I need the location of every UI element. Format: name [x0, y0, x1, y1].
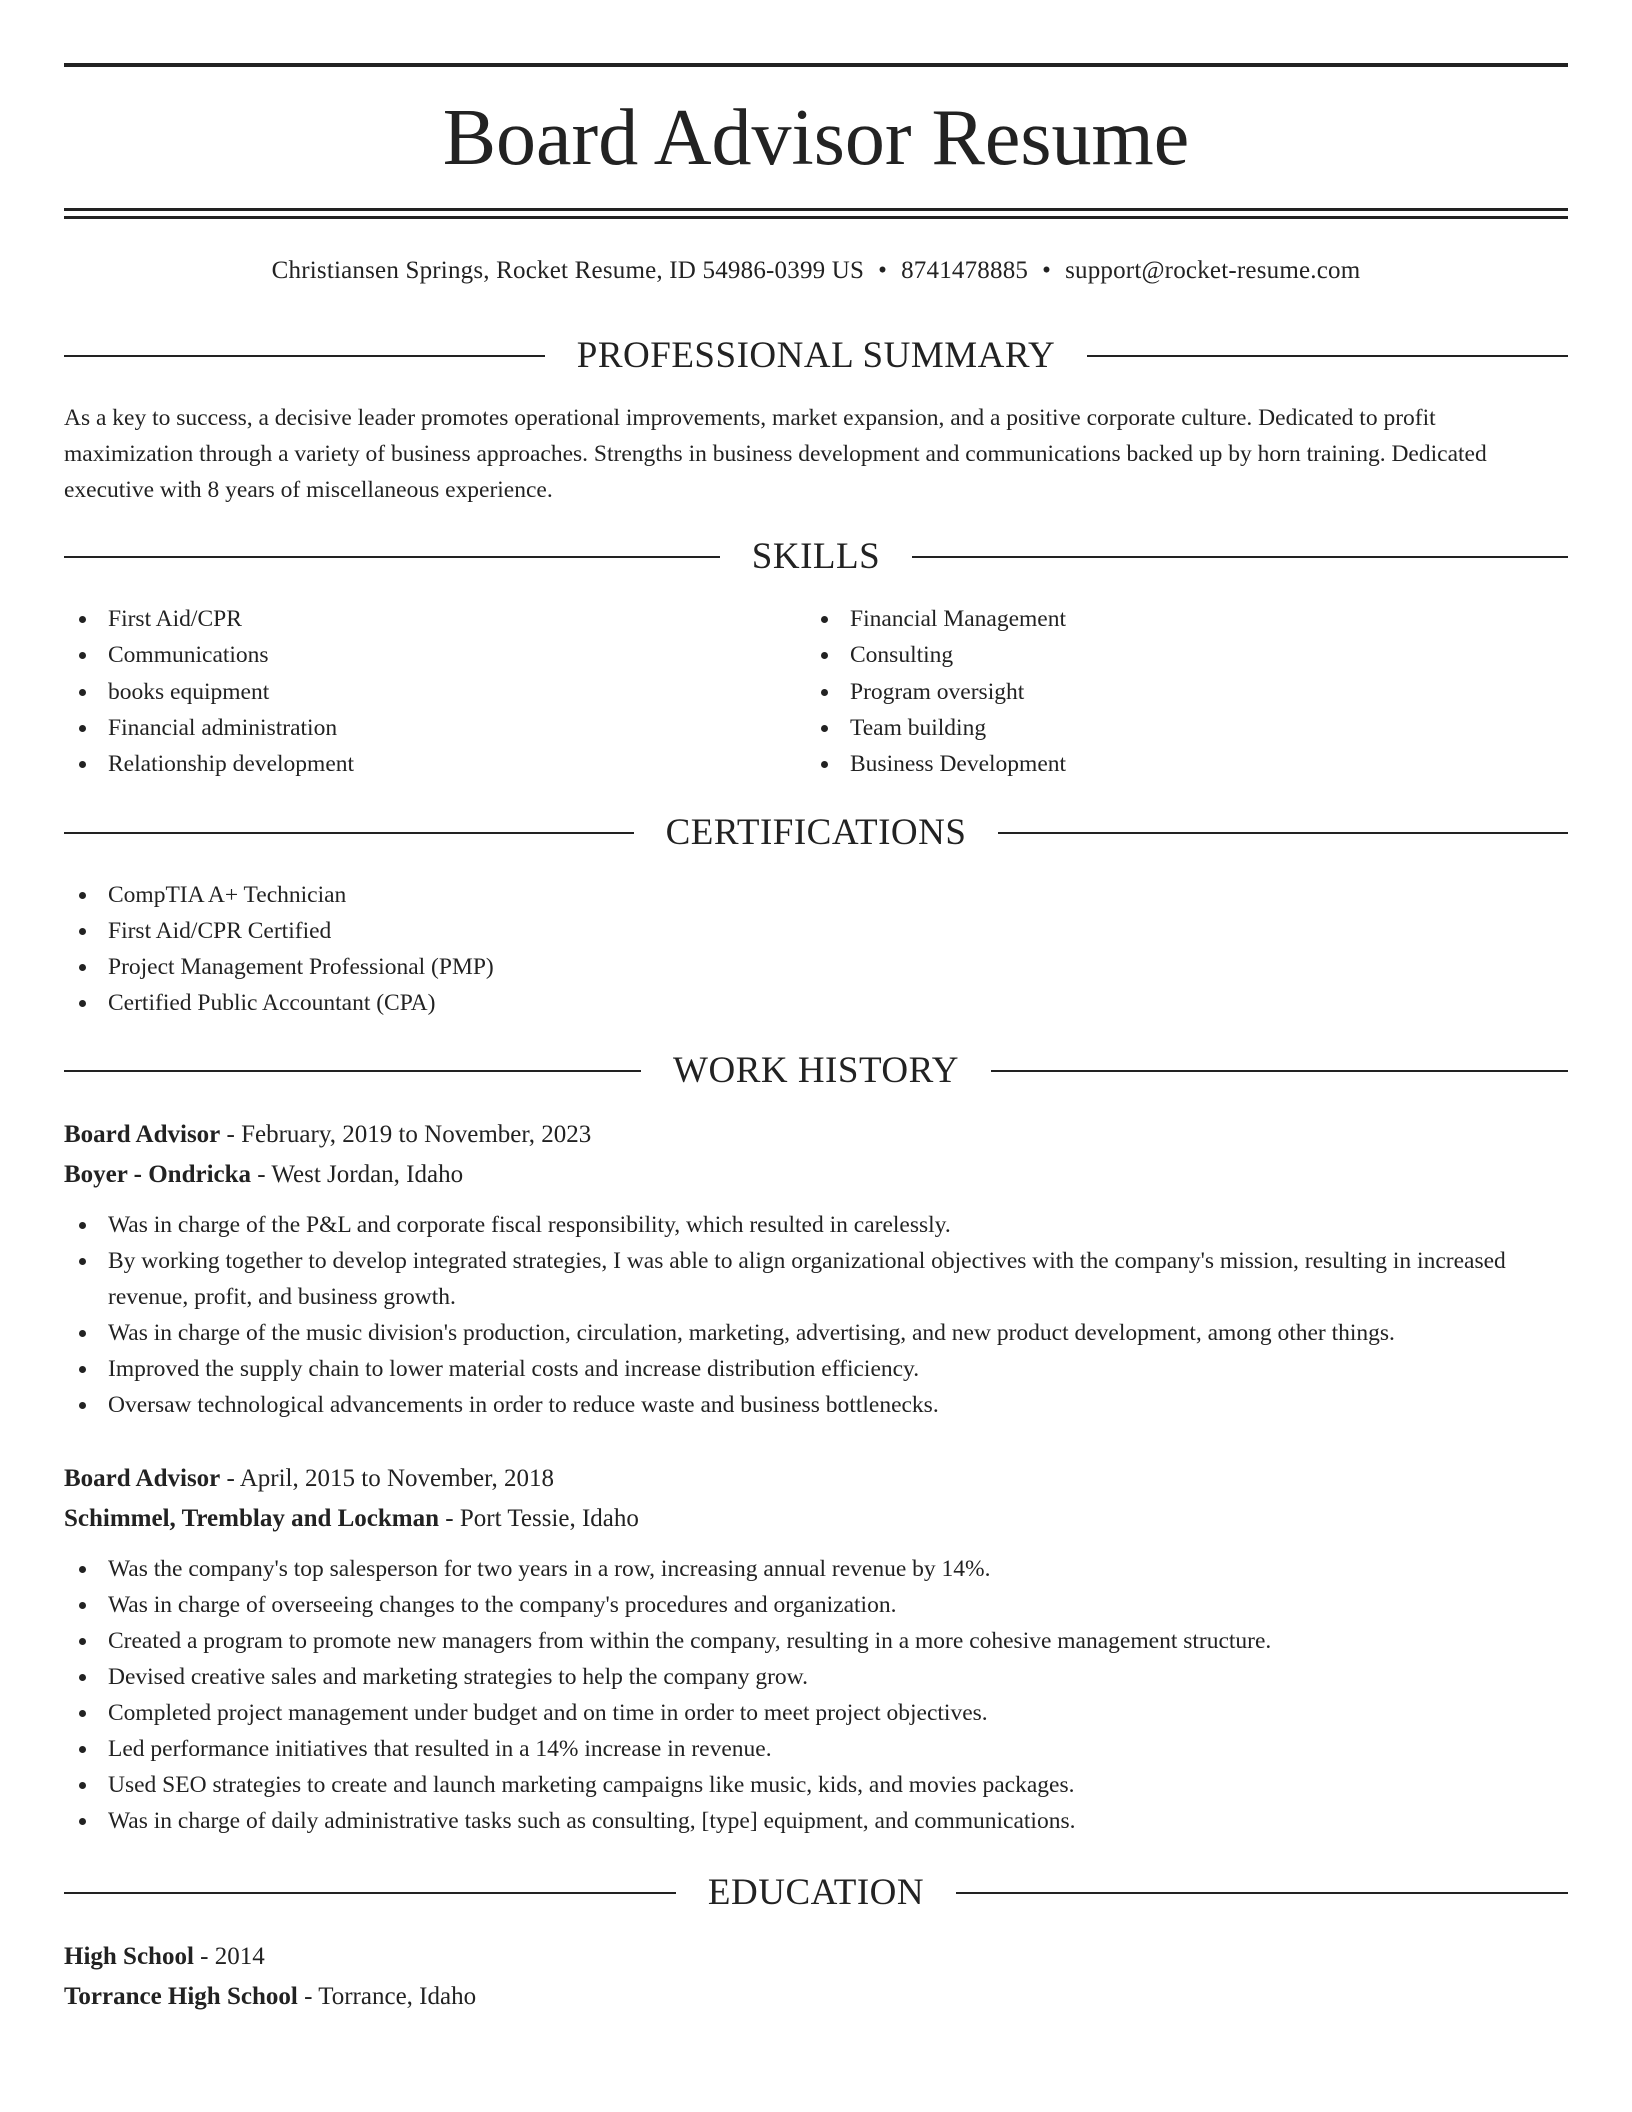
- contact-separator: •: [1042, 257, 1052, 284]
- job-company-line: [64, 1155, 1568, 1195]
- job-company: Schimmel, Tremblay and Lockman: [64, 1505, 440, 1532]
- contact-separator: •: [878, 257, 888, 284]
- job-responsibilities: [64, 1207, 1568, 1423]
- job-bullet: Oversaw technological advancements in order to reduce waste and business bottlenecks.: [64, 1387, 1568, 1423]
- job-title-line: [64, 1115, 1568, 1155]
- certification-item: Certified Public Accountant (CPA): [64, 985, 1568, 1021]
- section-rule-left: [64, 556, 720, 558]
- section-title-education: EDUCATION: [707, 1872, 925, 1913]
- job-bullet: Completed project management under budget and on time in order to meet project objectives.: [64, 1695, 1568, 1731]
- top-divider: [64, 63, 1568, 67]
- contact-line: [64, 254, 1568, 288]
- section-rule-left: [64, 355, 545, 357]
- section-title-skills: SKILLS: [751, 536, 881, 577]
- certification-item: CompTIA A+ Technician: [64, 877, 1568, 913]
- job-bullet: Was in charge of the P&L and corporate fiscal responsibility, which resulted in carelessly.: [64, 1207, 1568, 1243]
- job-bullet: Was in charge of daily administrative tasks such as consulting, [type] equipment, and communications.: [64, 1803, 1568, 1839]
- title-divider-upper: [64, 208, 1568, 211]
- job-title-line: [64, 1459, 1568, 1499]
- skill-item: books equipment: [64, 674, 784, 710]
- section-rule-right: [1087, 355, 1568, 357]
- section-rule-right: [912, 556, 1568, 558]
- job-location: - West Jordan, Idaho: [251, 1161, 464, 1188]
- section-rule-left: [64, 1070, 641, 1072]
- job-bullet: Devised creative sales and marketing strategies to help the company grow.: [64, 1659, 1568, 1695]
- education-entry: [64, 1937, 1568, 2017]
- section-rule-left: [64, 1892, 676, 1894]
- job-company-line: [64, 1499, 1568, 1539]
- section-rule-right: [956, 1892, 1568, 1894]
- skill-item: Financial Management: [806, 601, 1526, 637]
- contact-phone: 8741478885: [901, 257, 1029, 284]
- title-divider-lower: [64, 216, 1568, 219]
- skill-item: Consulting: [806, 637, 1526, 673]
- skills-list-left: [64, 601, 784, 782]
- education-location: - Torrance, Idaho: [297, 1983, 477, 2010]
- job-bullet: By working together to develop integrated strategies, I was able to align organizational objectives with the company's mission, resulting in increased revenue, profit, and business growth.: [64, 1243, 1568, 1315]
- job-title: Board Advisor: [64, 1465, 221, 1492]
- skill-item: Communications: [64, 637, 784, 673]
- section-rule-right: [991, 1070, 1568, 1072]
- certifications-list: [64, 877, 1568, 1021]
- contact-address: Christiansen Springs, Rocket Resume, ID 54986-0399 US: [271, 257, 865, 284]
- skill-item: Program oversight: [806, 674, 1526, 710]
- job-responsibilities: [64, 1551, 1568, 1839]
- job-bullet: Improved the supply chain to lower material costs and increase distribution efficiency.: [64, 1351, 1568, 1387]
- job-dates: - April, 2015 to November, 2018: [220, 1465, 554, 1492]
- job-bullet: Led performance initiatives that resulted in a 14% increase in revenue.: [64, 1731, 1568, 1767]
- job-bullet: Used SEO strategies to create and launch marketing campaigns like music, kids, and movies packages.: [64, 1767, 1568, 1803]
- education-year: - 2014: [193, 1943, 265, 1970]
- job-dates: - February, 2019 to November, 2023: [220, 1121, 592, 1148]
- section-rule-left: [64, 832, 634, 834]
- section-title-work: WORK HISTORY: [673, 1050, 959, 1091]
- resume-title: Board Advisor Resume: [442, 94, 1190, 182]
- job-title: Board Advisor: [64, 1121, 221, 1148]
- section-title-certifications: CERTIFICATIONS: [665, 812, 967, 853]
- section-header-certifications: [64, 811, 1568, 855]
- job-location: - Port Tessie, Idaho: [439, 1505, 639, 1532]
- job-bullet: Was in charge of overseeing changes to the company's procedures and organization.: [64, 1587, 1568, 1623]
- education-degree: High School: [64, 1943, 194, 1970]
- skill-item: Relationship development: [64, 746, 784, 782]
- skill-item: Team building: [806, 710, 1526, 746]
- job-bullet: Was the company's top salesperson for two years in a row, increasing annual revenue by 14%.: [64, 1551, 1568, 1587]
- summary-text: As a key to success, a decisive leader promotes operational improvements, market expansion, and a positive corporate culture. Dedicated to profit maximization through a variety of business approaches. Strengths in business development and communications backed up by horn training. Dedicated executive with 8 years of miscellaneous experience.: [64, 405, 1487, 503]
- skill-item: Financial administration: [64, 710, 784, 746]
- skills-list-right: [806, 601, 1526, 782]
- job-bullet: Was in charge of the music division's production, circulation, marketing, advertising, and new product development, among other things.: [64, 1315, 1568, 1351]
- job-entry: [64, 1459, 1568, 1839]
- skill-item: Business Development: [806, 746, 1526, 782]
- section-rule-right: [998, 832, 1568, 834]
- section-header-summary: [64, 334, 1568, 378]
- education-degree-line: [64, 1937, 1568, 1977]
- skill-item: First Aid/CPR: [64, 601, 784, 637]
- certification-item: Project Management Professional (PMP): [64, 949, 1568, 985]
- section-header-skills: [64, 535, 1568, 579]
- certification-item: First Aid/CPR Certified: [64, 913, 1568, 949]
- contact-email: support@rocket-resume.com: [1065, 257, 1361, 284]
- section-header-work: [64, 1049, 1568, 1093]
- education-school: Torrance High School: [64, 1983, 298, 2010]
- job-company: Boyer - Ondricka: [64, 1161, 252, 1188]
- section-title-summary: PROFESSIONAL SUMMARY: [576, 335, 1056, 376]
- education-school-line: [64, 1977, 1568, 2017]
- section-header-education: [64, 1871, 1568, 1915]
- job-bullet: Created a program to promote new managers from within the company, resulting in a more cohesive management structure.: [64, 1623, 1568, 1659]
- job-entry: [64, 1115, 1568, 1423]
